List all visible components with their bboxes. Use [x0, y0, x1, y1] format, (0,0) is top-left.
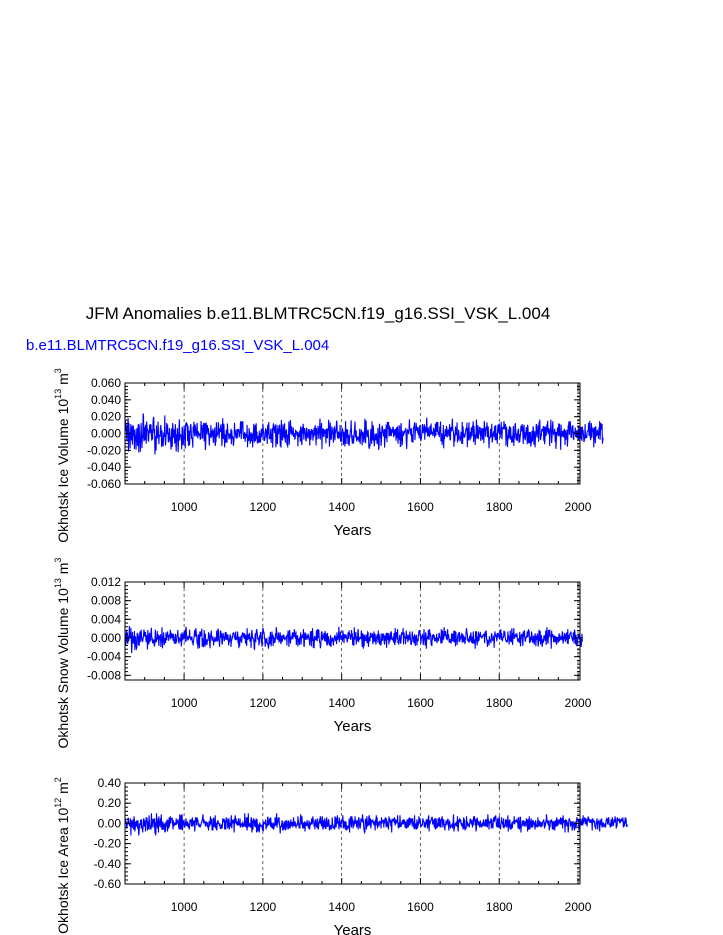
x-axis-title: Years: [333, 922, 372, 935]
y-tick-label: 0.040: [90, 392, 121, 407]
y-axis-title-main: Okhotsk Ice Volume 10: [55, 398, 71, 543]
x-tick-label: 1800: [485, 900, 513, 914]
y-axis-title-main: Okhotsk Snow Volume 10: [55, 588, 71, 749]
chart-main-title: JFM Anomalies b.e11.BLMTRC5CN.f19_g16.SSI_VSK_L.004: [85, 304, 551, 323]
x-tick-label: 1600: [407, 900, 434, 914]
x-tick-label: 2000: [564, 500, 592, 514]
y-tick-label: -0.008: [86, 668, 121, 683]
x-tick-label: 1200: [249, 696, 277, 710]
x-tick-label: 1200: [249, 500, 277, 514]
y-tick-label: 0.008: [90, 593, 121, 608]
x-tick-label: 1000: [170, 900, 198, 914]
y-axis-title-unit: m: [55, 782, 71, 798]
x-tick-label: 1000: [170, 500, 198, 514]
y-axis-title-main: Okhotsk Ice Area 10: [55, 807, 71, 934]
y-axis-title-exp: 12: [53, 797, 63, 808]
y-tick-label: -0.40: [93, 856, 121, 871]
x-tick-label: 1600: [407, 500, 434, 514]
y-tick-label: 0.40: [97, 776, 121, 790]
y-tick-label: 0.20: [97, 796, 121, 811]
x-axis-title: Years: [333, 522, 372, 539]
panel-snow-volume: [53, 558, 592, 749]
y-axis-title-unit-exp: 3: [53, 557, 63, 563]
y-tick-label: -0.060: [86, 477, 121, 491]
x-axis-title: Years: [333, 718, 372, 735]
x-tick-label: 1000: [170, 696, 198, 710]
y-tick-label: -0.20: [93, 836, 121, 851]
y-tick-label: -0.004: [86, 649, 121, 664]
x-tick-label: 2000: [564, 900, 592, 914]
y-axis-title-exp: 13: [53, 578, 63, 589]
series-line: [125, 626, 582, 653]
y-axis-title-unit-exp: 2: [53, 777, 63, 783]
x-tick-label: 1400: [328, 500, 356, 514]
y-axis-title: [53, 777, 71, 934]
y-tick-label: -0.60: [93, 877, 121, 891]
y-tick-label: 0.00: [97, 816, 121, 831]
y-tick-label: -0.020: [86, 443, 121, 458]
y-axis-title-exp: 13: [53, 388, 63, 399]
plot-frame: [125, 783, 580, 884]
y-axis-title-unit: m: [55, 562, 71, 579]
y-tick-label: 0.012: [90, 575, 121, 589]
x-tick-label: 1200: [249, 900, 277, 914]
panel-ice-volume: [53, 368, 603, 543]
y-axis-title: [53, 368, 71, 543]
y-axis-title: [53, 558, 71, 749]
y-tick-label: 0.004: [90, 612, 121, 627]
series-line: [125, 813, 627, 835]
x-tick-label: 1400: [328, 900, 356, 914]
x-tick-label: 1400: [328, 696, 356, 710]
x-tick-label: 1600: [407, 696, 434, 710]
x-tick-label: 2000: [564, 696, 592, 710]
run-label: b.e11.BLMTRC5CN.f19_g16.SSI_VSK_L.004: [26, 337, 330, 354]
y-axis-title-unit: m: [55, 373, 71, 389]
panel-ice-area: [53, 776, 627, 935]
x-tick-label: 1800: [485, 696, 513, 710]
y-tick-label: 0.000: [90, 426, 121, 441]
series-line: [125, 413, 603, 454]
y-tick-label: -0.040: [86, 460, 121, 475]
y-axis-title-unit-exp: 3: [53, 368, 63, 374]
x-tick-label: 1800: [485, 500, 513, 514]
y-tick-label: 0.060: [90, 376, 121, 390]
y-tick-label: 0.020: [90, 409, 121, 424]
y-tick-label: 0.000: [90, 631, 121, 645]
